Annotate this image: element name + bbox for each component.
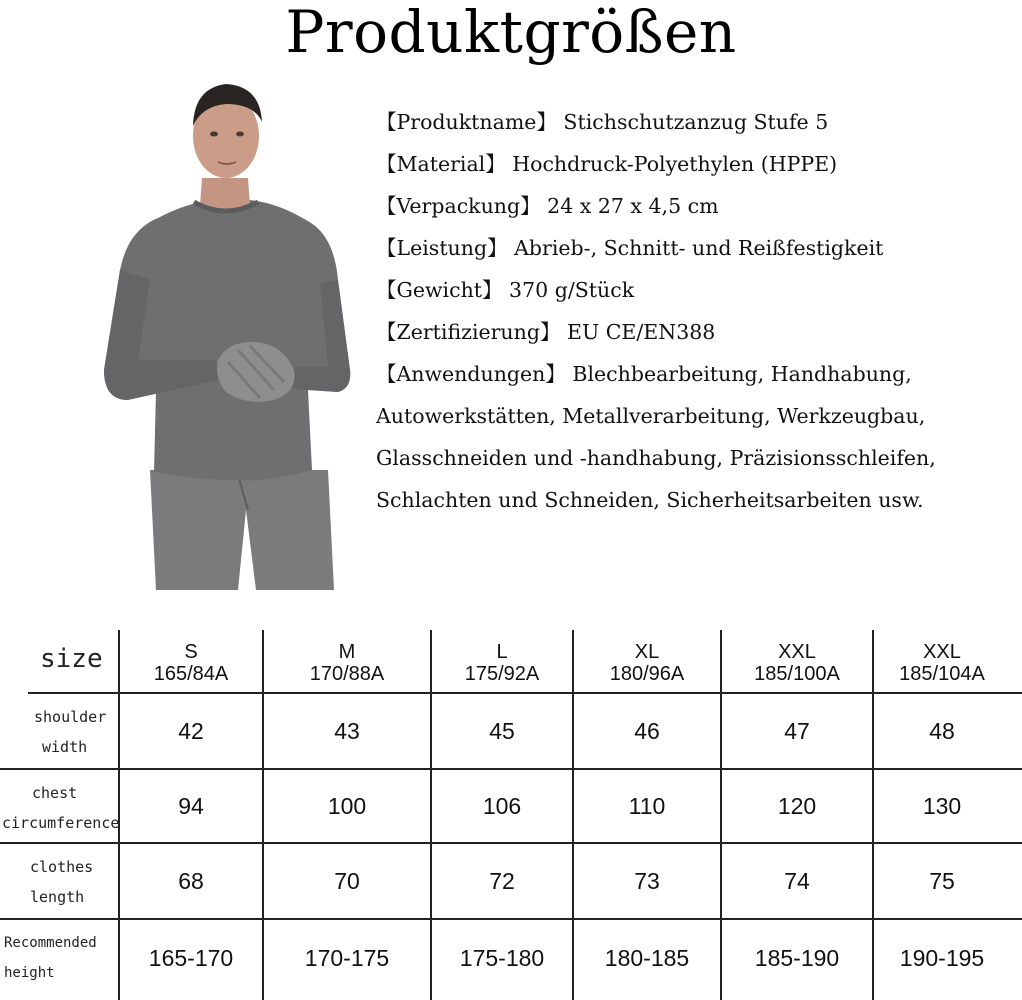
spec-applications-3: Glasschneiden und -handhabung, Präzisionsschleifen, bbox=[376, 446, 936, 470]
size-header-m: M 170/88A bbox=[309, 641, 385, 685]
spec-performance: 【Leistung】 Abrieb-, Schnitt- und Reißfestigkeit bbox=[376, 236, 884, 260]
spec-product-name: 【Produktname】 Stichschutzanzug Stufe 5 bbox=[376, 110, 829, 134]
table-cell: 120 bbox=[777, 792, 817, 819]
table-cell: 42 bbox=[178, 717, 204, 744]
spec-packaging: 【Verpackung】 24 x 27 x 4,5 cm bbox=[376, 194, 719, 218]
table-cell: 47 bbox=[784, 717, 810, 744]
table-cell: 165-170 bbox=[148, 944, 234, 971]
table-cell: 130 bbox=[922, 792, 962, 819]
table-cell: 94 bbox=[178, 792, 204, 819]
table-cell: 75 bbox=[929, 867, 955, 894]
table-cell: 170-175 bbox=[304, 944, 390, 971]
model-photo bbox=[98, 70, 360, 590]
table-cell: 68 bbox=[178, 867, 204, 894]
table-cell: 43 bbox=[334, 717, 360, 744]
row-label-length: clothes length bbox=[30, 858, 94, 906]
spec-weight: 【Gewicht】 370 g/Stück bbox=[376, 278, 635, 302]
size-table bbox=[0, 630, 1022, 1000]
size-header-label: size bbox=[40, 644, 103, 674]
row-label-height: Recommended height bbox=[4, 935, 97, 981]
table-cell: 45 bbox=[489, 717, 515, 744]
table-cell: 72 bbox=[489, 867, 515, 894]
table-cell: 100 bbox=[327, 792, 367, 819]
row-label-chest: chest circumference bbox=[2, 784, 120, 832]
table-cell: 190-195 bbox=[899, 944, 985, 971]
spec-applications-4: Schlachten und Schneiden, Sicherheitsarbeiten usw. bbox=[376, 488, 924, 512]
spec-material: 【Material】 Hochdruck-Polyethylen (HPPE) bbox=[376, 152, 838, 176]
table-cell: 73 bbox=[634, 867, 660, 894]
size-header-s: S 165/84A bbox=[153, 641, 229, 685]
table-cell: 175-180 bbox=[459, 944, 545, 971]
spec-applications-2: Autowerkstätten, Metallverarbeitung, Werkzeugbau, bbox=[376, 404, 926, 428]
spec-applications: 【Anwendungen】 Blechbearbeitung, Handhabung, bbox=[376, 362, 912, 386]
table-cell: 74 bbox=[784, 867, 810, 894]
page-title: Produktgrößen bbox=[285, 0, 737, 66]
size-header-xxl-1: XXL 185/100A bbox=[754, 641, 840, 685]
table-cell: 185-190 bbox=[754, 944, 840, 971]
table-cell: 70 bbox=[334, 867, 360, 894]
size-header-xxl-2: XXL 185/104A bbox=[899, 641, 985, 685]
table-cell: 110 bbox=[628, 792, 666, 819]
size-header-l: L 175/92A bbox=[464, 641, 540, 685]
size-header-xl: XL 180/96A bbox=[609, 641, 685, 685]
spec-certification: 【Zertifizierung】 EU CE/EN388 bbox=[376, 320, 716, 344]
table-cell: 46 bbox=[634, 717, 660, 744]
table-cell: 106 bbox=[482, 792, 522, 819]
row-label-shoulder: shoulder width bbox=[34, 708, 107, 756]
table-cell: 48 bbox=[929, 717, 955, 744]
table-cell: 180-185 bbox=[604, 944, 690, 971]
